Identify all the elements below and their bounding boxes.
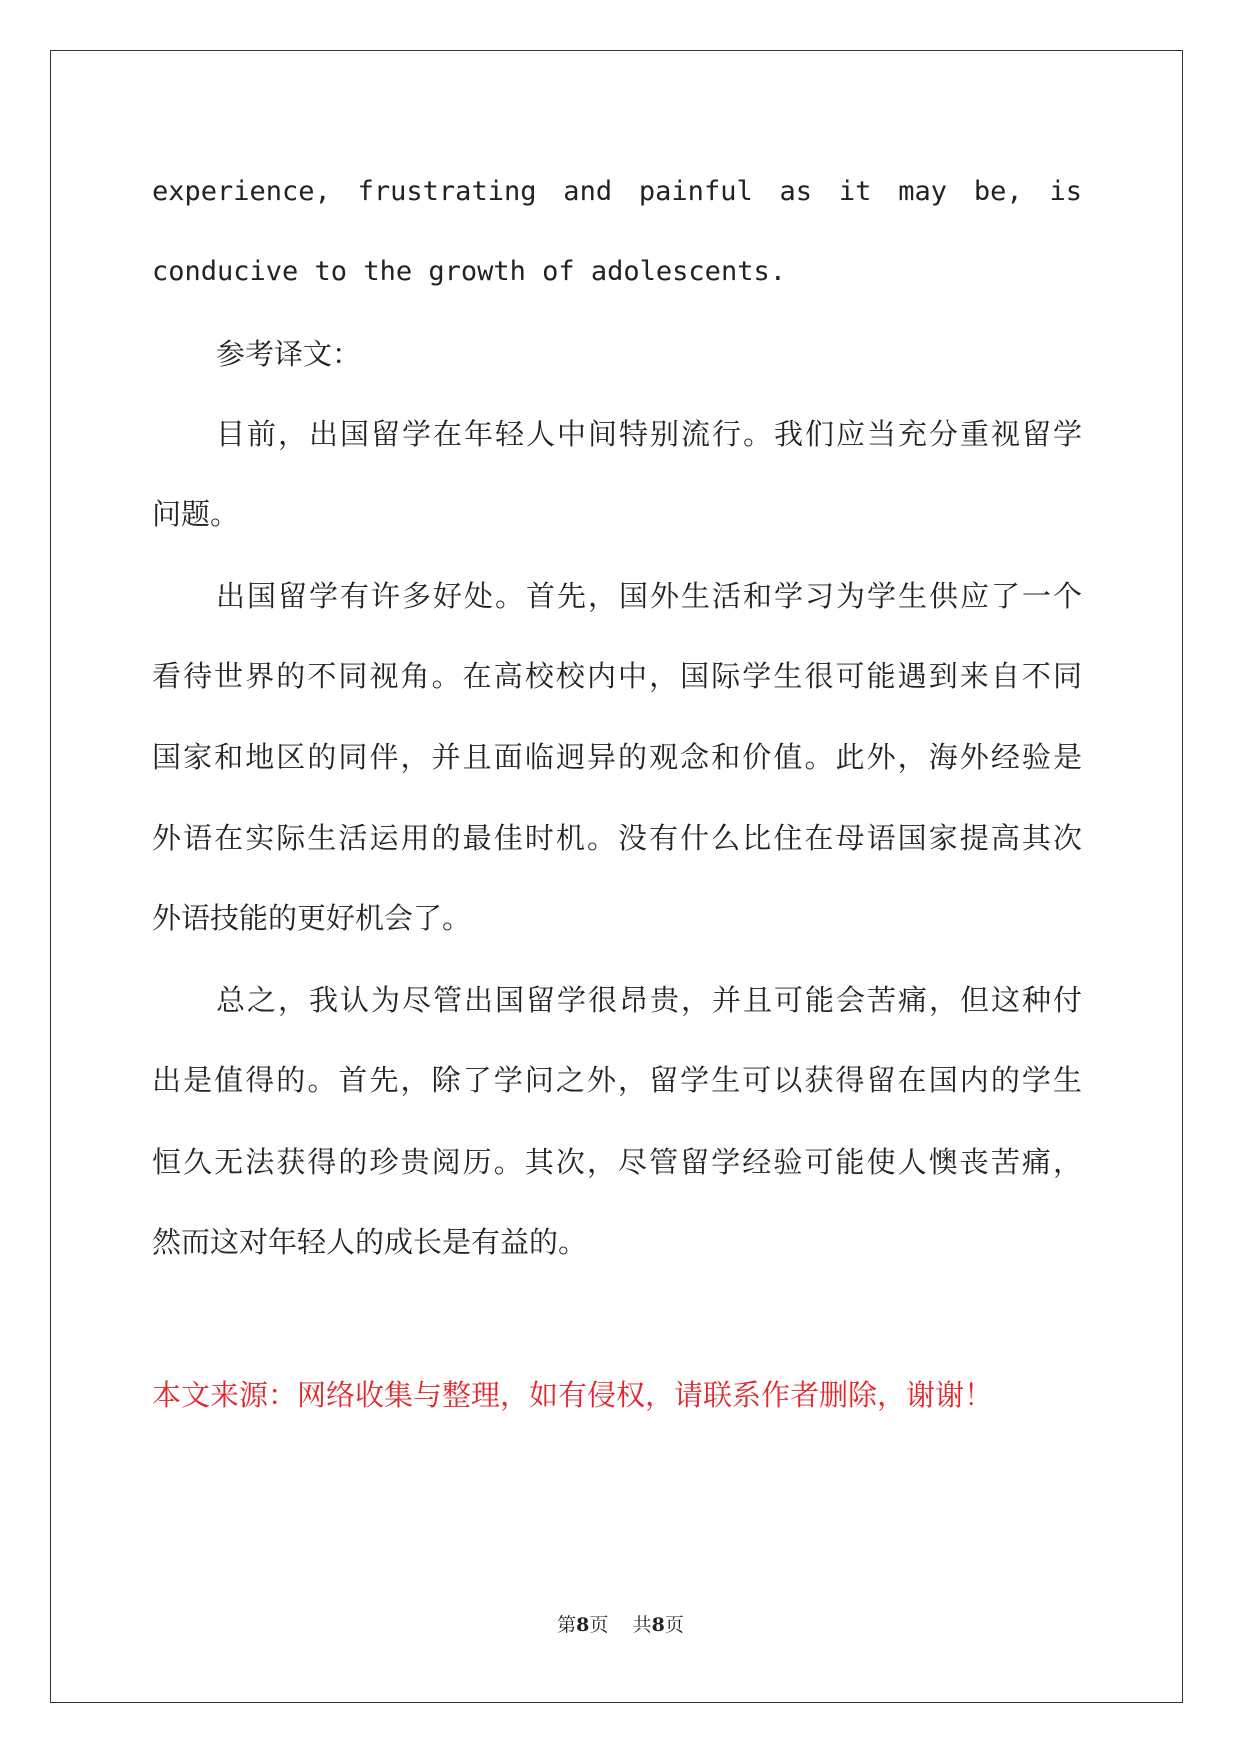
paragraph-2-line-4: 外语在实际生活运用的最佳时机。没有什么比住在母语国家提高其次 (152, 821, 1082, 855)
paragraph-1-line-2: 问题。 (152, 497, 240, 531)
english-line-1: experience, frustrating and painful as it may be, is (152, 176, 1082, 207)
paragraph-2-line-3: 国家和地区的同伴，并且面临迥异的观念和价值。此外，海外经验是 (152, 740, 1082, 774)
paragraph-2-line-2: 看待世界的不同视角。在高校校内中，国际学生很可能遇到来自不同 (152, 659, 1082, 693)
footer-page-number: 8 (576, 1614, 590, 1636)
footer-total-pages: 8 (651, 1614, 665, 1636)
page-border (50, 50, 1183, 1703)
paragraph-1-line-1: 目前，出国留学在年轻人中间特别流行。我们应当充分重视留学 (216, 417, 1082, 451)
source-note: 本文来源：网络收集与整理，如有侵权，请联系作者删除，谢谢！ (152, 1378, 994, 1412)
footer-total-prefix: 共 (632, 1614, 652, 1636)
paragraph-3-line-1: 总之，我认为尽管出国留学很昂贵，并且可能会苦痛，但这种付 (216, 983, 1082, 1017)
footer-page-prefix: 第 (557, 1614, 577, 1636)
paragraph-3-line-2: 出是值得的。首先，除了学问之外，留学生可以获得留在国内的学生 (152, 1063, 1082, 1097)
paragraph-3-line-3: 恒久无法获得的珍贵阅历。其次，尽管留学经验可能使人懊丧苦痛， (152, 1145, 1082, 1179)
page-footer (0, 1612, 1241, 1638)
paragraph-3-line-4: 然而这对年轻人的成长是有益的。 (152, 1225, 588, 1259)
paragraph-2-line-5: 外语技能的更好机会了。 (152, 901, 472, 935)
translation-heading: 参考译文： (216, 337, 362, 371)
paragraph-2-line-1: 出国留学有许多好处。首先，国外生活和学习为学生供应了一个 (216, 579, 1082, 613)
english-line-2: conducive to the growth of adolescents. (152, 256, 786, 287)
footer-page-suffix: 页 (589, 1614, 609, 1636)
footer-total-suffix: 页 (664, 1614, 684, 1636)
